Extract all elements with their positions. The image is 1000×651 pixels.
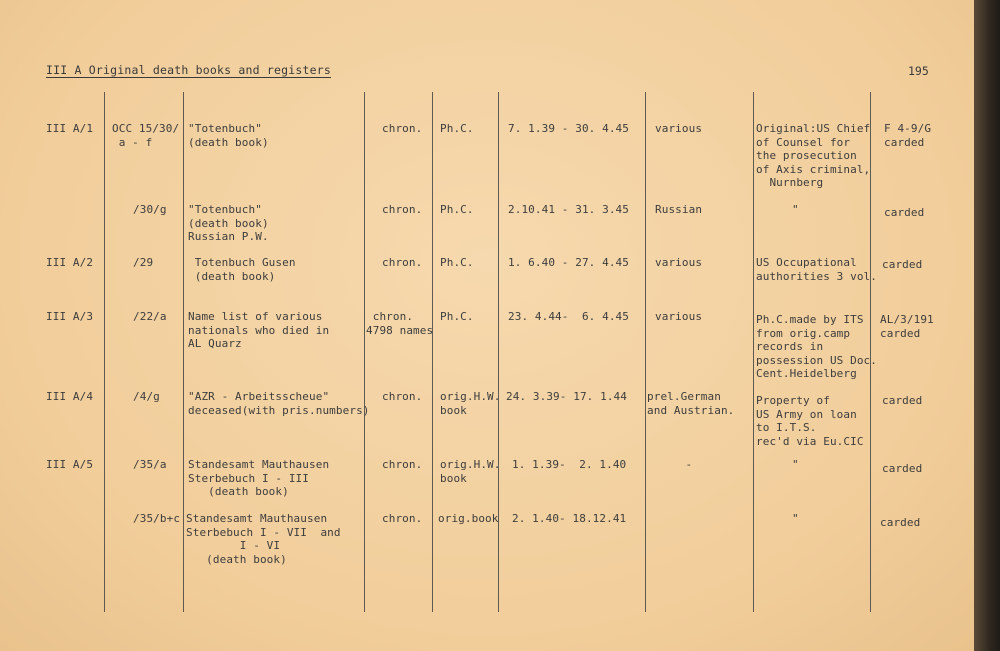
entry-code: /29 <box>133 256 154 269</box>
page-edge-shadow <box>974 0 1000 651</box>
entry-source: Ph.C.made by ITS from orig.camp records in possession US Doc. Cent.Heidelberg <box>756 313 878 380</box>
entry-description: "Totenbuch" (death book) Russian P.W. <box>188 203 269 243</box>
entry-arrangement: chron. <box>382 512 423 525</box>
entry-form: orig.H.W. book <box>440 458 501 485</box>
entry-source: Original:US Chief of Counsel for the prosecution of Axis criminal, Nurnberg <box>756 122 871 189</box>
entry-form: orig.H.W. book <box>440 390 501 417</box>
entry-dates: 2.10.41 - 31. 3.45 <box>508 203 630 216</box>
entry-source: US Occupational authorities 3 vol. <box>756 256 878 283</box>
entry-form: Ph.C. <box>440 122 474 135</box>
entry-card-status: carded <box>882 462 923 475</box>
entry-description: "AZR - Arbeitsscheue" deceased(with pris.numbers) <box>188 390 370 417</box>
entry-nationality: various <box>655 256 703 269</box>
column-rule <box>645 92 646 612</box>
entry-arrangement: chron. <box>382 390 423 403</box>
entry-card-status: carded <box>884 206 925 219</box>
entry-card-status: carded <box>880 516 921 529</box>
entry-nationality: prel.German and Austrian. <box>647 390 735 417</box>
entry-dates: 2. 1.40- 18.12.41 <box>512 512 627 525</box>
entry-reference: III A/2 <box>46 256 94 269</box>
entry-code: /4/g <box>133 390 160 403</box>
entry-code: OCC 15/30/ a - f <box>112 122 180 149</box>
entry-card-status: carded <box>882 394 923 407</box>
entry-description: Totenbuch Gusen (death book) <box>194 256 296 283</box>
entry-source: " <box>792 203 799 216</box>
column-rule <box>183 92 184 612</box>
entry-dates: 1. 1.39- 2. 1.40 <box>512 458 627 471</box>
entry-description: "Totenbuch" (death book) <box>188 122 269 149</box>
column-rule <box>753 92 754 612</box>
column-rule <box>364 92 365 612</box>
entry-description: Standesamt Mauthausen Sterbebuch I - III (death book) <box>188 458 330 498</box>
entry-arrangement: chron. <box>382 458 423 471</box>
entry-arrangement: chron. <box>382 256 423 269</box>
entry-card-status: carded <box>882 258 923 271</box>
entry-nationality: Russian <box>655 203 703 216</box>
entry-form: orig.book <box>438 512 499 525</box>
entry-card-status: F 4-9/G carded <box>884 122 932 149</box>
entry-reference: III A/5 <box>46 458 94 471</box>
entry-source: Property of US Army on loan to I.T.S. rec'd via Eu.CIC <box>756 394 864 448</box>
entry-form: Ph.C. <box>440 310 474 323</box>
column-rule <box>104 92 105 612</box>
entry-code: /35/b+c <box>133 512 181 525</box>
entry-reference: III A/4 <box>46 390 94 403</box>
entry-form: Ph.C. <box>440 203 474 216</box>
entry-dates: 23. 4.44- 6. 4.45 <box>508 310 630 323</box>
entry-form: Ph.C. <box>440 256 474 269</box>
column-rule <box>498 92 499 612</box>
entry-source: " <box>792 512 799 525</box>
entry-description: Name list of various nationals who died in AL Quarz <box>188 310 330 350</box>
entry-nationality: - <box>672 458 693 471</box>
entry-nationality: various <box>655 310 703 323</box>
entry-arrangement: chron. 4798 names <box>366 310 434 337</box>
entry-reference: III A/1 <box>46 122 94 135</box>
entry-code: /35/a <box>133 458 167 471</box>
entry-code: /22/a <box>133 310 167 323</box>
page-number: 195 <box>908 64 929 78</box>
entry-description: Standesamt Mauthausen Sterbebuch I - VII and I - VI (death book) <box>186 512 341 566</box>
entry-nationality: various <box>655 122 703 135</box>
entry-reference: III A/3 <box>46 310 94 323</box>
entry-arrangement: chron. <box>382 203 423 216</box>
column-rule <box>432 92 433 612</box>
entry-arrangement: chron. <box>382 122 423 135</box>
entry-dates: 7. 1.39 - 30. 4.45 <box>508 122 630 135</box>
section-title: III A Original death books and registers <box>46 63 331 77</box>
entry-source: " <box>792 458 799 471</box>
entry-code: /30/g <box>133 203 167 216</box>
entry-card-status: AL/3/191 carded <box>880 313 934 340</box>
entry-dates: 1. 6.40 - 27. 4.45 <box>508 256 630 269</box>
entry-dates: 24. 3.39- 17. 1.44 <box>506 390 628 403</box>
